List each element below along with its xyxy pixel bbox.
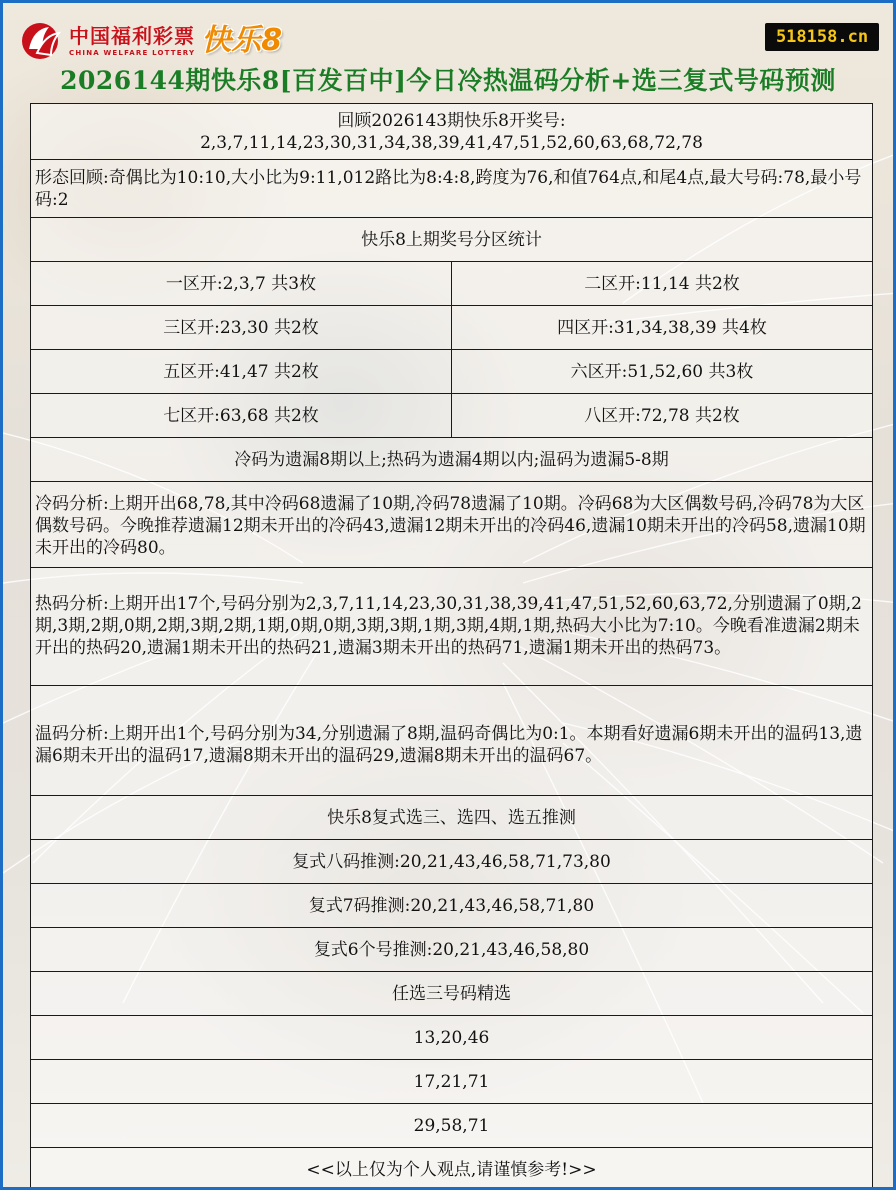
page-title: 2026144期快乐8[百发百中]今日冷热温码分析+选三复式号码预测 bbox=[60, 66, 836, 95]
cold-row bbox=[31, 482, 873, 568]
definition-row bbox=[31, 438, 873, 482]
pick3-heading: 任选三号码精选 bbox=[31, 972, 873, 1016]
zone-4: 四区开:31,34,38,39 共4枚 bbox=[452, 306, 873, 350]
zone-7: 七区开:63,68 共2枚 bbox=[31, 394, 452, 438]
pick3-combo-1: 13,20,46 bbox=[31, 1016, 873, 1060]
forecast-eight: 复式八码推测:20,21,43,46,58,71,73,80 bbox=[31, 840, 873, 884]
zone-1: 一区开:2,3,7 共3枚 bbox=[31, 262, 452, 306]
zones-row-3 bbox=[31, 350, 873, 394]
cold-analysis-text: 冷码分析:上期开出68,78,其中冷码68遗漏了10期,冷码78遗漏了10期。冷码68为大区偶数号码,冷码78为大区偶数号码。今晚推荐遗漏12期未开出的冷码43,遗漏12期未开出的冷码46,遗漏10期未开出的冷码58,遗漏10期未开出的冷码80。 bbox=[31, 482, 873, 568]
welfare-lottery-logo-icon bbox=[19, 19, 65, 63]
lottery-logo bbox=[19, 19, 282, 63]
hot-analysis-text: 热码分析:上期开出17个,号码分别为2,3,7,11,14,23,30,31,38,39,41,47,51,52,60,63,72,分别遗漏了0期,2期,3期,2期,0期,2期,3期,2期,1期,0期,0期,3期,3期,1期,3期,4期,1期,热码大小比为7:10。今晚看准遗漏2期未开出的热码20,遗漏1期未开出的热码21,遗漏3期未开出的热码71,遗漏1期未开出的热码73。 bbox=[31, 568, 873, 686]
pick3-row-3 bbox=[31, 1104, 873, 1148]
review-heading: 回顾2026143期快乐8开奖号: bbox=[337, 110, 566, 131]
zones-row-2 bbox=[31, 306, 873, 350]
analysis-table bbox=[30, 103, 873, 1190]
zone-6: 六区开:51,52,60 共3枚 bbox=[452, 350, 873, 394]
header bbox=[3, 3, 893, 103]
site-badge[interactable]: 518158.cn bbox=[765, 23, 879, 51]
pick3-combo-3: 29,58,71 bbox=[31, 1104, 873, 1148]
logo-game-name: 快乐8 bbox=[201, 23, 283, 58]
forecast-heading-row bbox=[31, 796, 873, 840]
forecast-six-row bbox=[31, 928, 873, 972]
pick3-heading-row bbox=[31, 972, 873, 1016]
hot-row bbox=[31, 568, 873, 686]
pick3-row-2 bbox=[31, 1060, 873, 1104]
logo-cn: 中国福利彩票 bbox=[69, 24, 195, 48]
zones-heading-row bbox=[31, 218, 873, 262]
zone-3: 三区开:23,30 共2枚 bbox=[31, 306, 452, 350]
zones-heading: 快乐8上期奖号分区统计 bbox=[31, 218, 873, 262]
zones-row-4 bbox=[31, 394, 873, 438]
pick3-combo-2: 17,21,71 bbox=[31, 1060, 873, 1104]
pick3-row-1 bbox=[31, 1016, 873, 1060]
forecast-seven-row bbox=[31, 884, 873, 928]
disclaimer-row bbox=[31, 1148, 873, 1190]
form-review-row bbox=[31, 160, 873, 218]
logo-text bbox=[69, 24, 195, 58]
disclaimer-text: <<以上仅为个人观点,请谨慎参考!>> bbox=[31, 1148, 873, 1190]
forecast-eight-row bbox=[31, 840, 873, 884]
zone-8: 八区开:72,78 共2枚 bbox=[452, 394, 873, 438]
warm-row bbox=[31, 686, 873, 796]
definition-text: 冷码为遗漏8期以上;热码为遗漏4期以内;温码为遗漏5-8期 bbox=[31, 438, 873, 482]
warm-analysis-text: 温码分析:上期开出1个,号码分别为34,分别遗漏了8期,温码奇偶比为0:1。本期看好遗漏6期未开出的温码13,遗漏6期未开出的温码17,遗漏8期未开出的温码29,遗漏8期未开出的温码67。 bbox=[31, 686, 873, 796]
review-numbers: 2,3,7,11,14,23,30,31,34,38,39,41,47,51,52,60,63,68,72,78 bbox=[200, 132, 703, 153]
review-cell bbox=[31, 104, 873, 160]
review-row bbox=[31, 104, 873, 160]
zones-row-1 bbox=[31, 262, 873, 306]
logo-en: CHINA WELFARE LOTTERY bbox=[69, 49, 196, 57]
zone-5: 五区开:41,47 共2枚 bbox=[31, 350, 452, 394]
forecast-six: 复式6个号推测:20,21,43,46,58,80 bbox=[31, 928, 873, 972]
forecast-heading: 快乐8复式选三、选四、选五推测 bbox=[31, 796, 873, 840]
zone-2: 二区开:11,14 共2枚 bbox=[452, 262, 873, 306]
forecast-seven: 复式7码推测:20,21,43,46,58,71,80 bbox=[31, 884, 873, 928]
form-review-text: 形态回顾:奇偶比为10:10,大小比为9:11,012路比为8:4:8,跨度为76,和值764点,和尾4点,最大号码:78,最小号码:2 bbox=[31, 160, 873, 218]
